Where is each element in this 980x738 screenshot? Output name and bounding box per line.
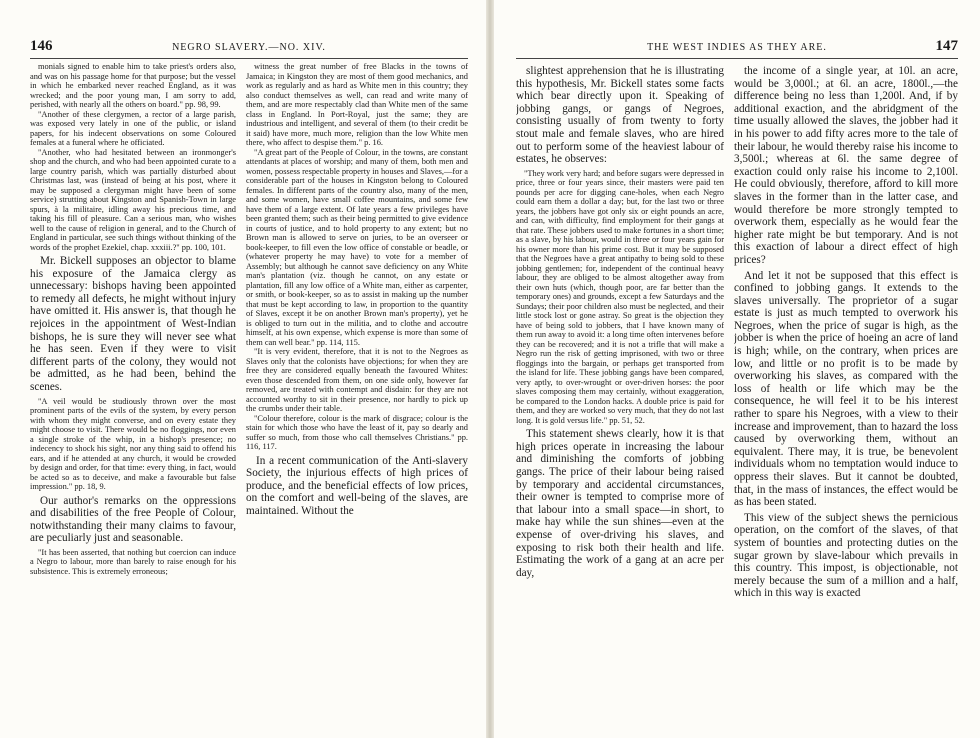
left-c1-small-c: "Another, who had hesitated between an ironmonger's shop and the church, and who had been appointed curate to a large country parish, which was partially disturbed about Christmas last, was (instead of being at his post, where it may be supposed a clergyman might have been of some service) strutting about Kingston and Spanish-Town in large spurs, à la militaire, idling away his precious time, and taking his fill of pleasure. Can a serious man, who wishes well to the cause of religion in general, and to the Church of England in particular, see such things without thinking of the words of the prophet Ezekiel, chap. xxxiii.?" pp. 100, 101.: [30, 147, 236, 252]
right-column-1: [516, 62, 724, 734]
right-running-head: THE WEST INDIES AS THEY ARE.: [647, 42, 827, 53]
left-page: [0, 0, 486, 738]
right-c2-large-c: This view of the subject shews the pernicious operation, on the comfort of the slaves, of that system of bounties and protecting duties on the sugar grown by slave-labour which prevails in this country. This impost, is objectionable, not merely because the sum of a million and a half, which in this way is exacted: [734, 511, 958, 600]
right-c1-large-a: slightest apprehension that he is illustrating this hypothesis, Mr. Bickell states some facts which bear directly upon it. Speaking of jobbing gangs, or gangs of Negroes, consisting usually of from twenty to forty stout male and female slaves, who are hired out to perform some of the heaviest labour of estates, he observes:: [516, 65, 724, 166]
left-page-number: 146: [30, 38, 53, 54]
right-c1-small-a: "They work very hard; and before sugars were depressed in price, three or four years since, their masters were paid ten pounds per acre for digging cane-holes, when each Negro could earn them a dollar a day; but, for the last two or three years, the jobbers have got only six or eight pounds an acre, and can, with difficulty, find employment for their gangs at that rate. These jobbers used to make fortunes in a short time; as a slave, by his labour, would in three or four years gain for his owner more than his prime cost. But it may be supposed that the Negroes have a great antipathy to being sold to these jobbing gentlemen; for, independent of the continual heavy labour, they are obliged to be almost altogether away from their own huts (which, though poor, are far better than the temporary ones) and grounds, except a few Saturdays and the Sundays; their poor children also must be neglected, and their little stock lost or gone astray. So great is the objection they have of being sold to jobbers, that I have known many of them run away to avoid it: a long time often intervenes before they can be recovered; and it is not a trifle that will make a Negro run the risk of getting imprisoned, with two or three floggings into the bargain, or perhaps get transported from the island for life. These jobbing gangs have been compared, very aptly, to over-wrought or over-driven horses: the poor slaves composing them may certainly, without exaggeration, be compared to the London hacks. A double price is paid for them, and they are worked so very much, that they do not last long. It is gold versus life." pp. 51, 52.: [516, 168, 724, 425]
right-header-rule: [516, 58, 958, 59]
left-c2-small-d: "Colour therefore, colour is the mark of disgrace; colour is the stain for which those who have the least of it, pay so dearly and suffer so much, from those who call themselves Christians." pp. 116, 117.: [246, 413, 468, 451]
right-page-header: [516, 38, 958, 58]
left-c2-small-b: "A great part of the People of Colour, in the towns, are constant attendants at places of worship; and many of them, both men and women, possess respectable property in houses and Slaves,—for a considerable part of the houses in Kingston belong to Coloured females. In different parts of the country also, many of the men, and some women, have small coffee mountains, and some few have them of a large extent. Of late years a few privileges have been granted them; such as their being permitted to give evidence in courts of justice, and to hold property to any extent; but no Brown man is allowed to serve on juries, to be an overseer or book-keeper, to fill even the low office of constable or beadle, or (whatever property he may have) to vote for a member of Assembly; but although he cannot save deficiency on any White man's plantation (viz. though he cannot, on any estate or plantation, fill any low office of a White man, either as carpenter, or smith, or book-keeper, so as to assist in making up the number that must be kept according to law, in proportion to the quantity of Slaves, except it be on another Brown man's property), yet he is obliged to turn out in the militia, and to clothe and accoutre himself, at his own expense, which expense is more than some of them can well bear." pp. 114, 115.: [246, 147, 468, 347]
left-c1-large-b: Our author's remarks on the oppressions and disabilities of the free People of Colour, notwithstanding their many claims to favour, are peculiarly just and seasonable.: [30, 494, 236, 545]
left-column-2: [246, 62, 468, 734]
left-c1-small-e: "It has been asserted, that nothing but coercion can induce a Negro to labour, more than barely to raise enough for his subsistence. This is extremely erroneous;: [30, 547, 236, 576]
left-column-1: [30, 62, 236, 734]
right-c2-large-a: the income of a single year, at 10l. an acre, would be 3,000l.; at 6l. an acre, 1800l.,—the difference being no less than 1,200l. And, if by additional exaction, and the abridgment of the time usually allowed the slaves, the jobber had it in his power to add fifty acres more to the tale of their labour, he would thereby raise his income to 3,500l.; whereas at 6l. the same degree of exaction could only raise his income to 2,100l. He could obviously, therefore, afford to kill more slaves in the former than in the latter case, and would therefore be more strongly tempted to overwork them, especially as he would fear the higher rate might be but temporary. And is not this exaction of labour a direct effect of high prices?: [734, 65, 958, 266]
left-c1-small-a: monials signed to enable him to take priest's orders also, and was on his passage home for that purpose; but the vessel in which he embarked never reached England, as it was wrecked; and the poor young man, I am sorry to add, perished, with nearly all the others on board." pp. 98, 99.: [30, 62, 236, 109]
right-page-number: 147: [935, 38, 958, 54]
left-c2-small-a: witness the great number of free Blacks in the towns of Jamaica; in Kingston they are most of them good mechanics, and work as regularly and as hard as White men in this country; they also conduct themselves as well, can read and write many of them, and are more respectably clad than White men of the same class in England. In Port-Royal, just the same; they are industrious and intelligent, and several of them (to their credit be it said) have more, much more, religion than the low White men there, who affect to despise them." p. 16.: [246, 62, 468, 147]
right-column-2: [734, 62, 958, 734]
left-c2-large-a: In a recent communication of the Anti-slavery Society, the injurious effects of high prices of produce, and the beneficial effects of low prices, on the comfort and well-being of the slaves, are maintained. Without the: [246, 454, 468, 517]
left-c1-large-a: Mr. Bickell supposes an objector to blame his exposure of the Jamaica clergy as unnecessary: bishops having been appointed to remedy all defects, he might without injury have omitted it. His answer is, that though he rejoices in the appointment of West-Indian bishops, he is sure they will never see what he has seen. Even if they were to visit different parts of the colony, they would not be admitted, as he had been, behind the scenes.: [30, 255, 236, 393]
left-header-rule: [30, 58, 468, 59]
left-c2-small-c: "It is very evident, therefore, that it is not to the Negroes as Slaves only that the colonists have objections; for when they are free they are considered equally beneath the favoured Whites: even those descended from them, on one side only, however far removed, are treated with contempt and disdain: for they are not accounted worthy to sit in their presence, nor hardly to pick up the crumbs under their table.: [246, 347, 468, 413]
left-page-header: [30, 38, 468, 58]
right-page: [494, 0, 980, 738]
book-gutter: [486, 0, 494, 738]
right-c2-large-b: And let it not be supposed that this effect is confined to jobbing gangs. It extends to the slaves universally. The proprietor of a sugar estate is just as much tempted to overwork his Negroes, when the price of sugar is high, as the jobber is when the price of hoeing an acre of land is high; while, on the contrary, when prices are low, and little or no profit is to be made by overworking his slaves, as compared with the loss of health or life which may be the consequence, he will feel it to be his interest rather to spare his Negroes, with a view to their increase and improvement, than to hazard the loss caused by overworking them, without an equivalent. There may, it is true, be benevolent individuals whom no temptation would induce to oppress their slaves. But it cannot be doubted, that, in the mass of instances, the effect would be as has been stated.: [734, 269, 958, 509]
left-c1-small-b: "Another of these clergymen, a rector of a large parish, was exposed very lately in one of the public, or island papers, for his indecent observations on some Coloured females at a funeral where he officiated.: [30, 109, 236, 147]
left-running-head: NEGRO SLAVERY.—NO. XIV.: [172, 42, 326, 53]
right-c1-large-b: This statement shews clearly, how it is that high prices operate in increasing the labour and diminishing the comforts of jobbing gangs. The price of their labour being raised by temporary and accidental circumstances, their owner is tempted to comprise more of that labour into a small space—in short, to make hay while the sun shines—even at the expense of over-driving his slaves, and exposing to risk both their health and life. Estimating the work of a gang at an acre per day,: [516, 428, 724, 579]
left-c1-small-d: "A veil would be studiously thrown over the most prominent parts of the evils of the system, by every person with whom they might converse, and on every estate they might choose to visit. There would be no floggings, nor even a single stroke of the whip, in a bishop's presence; no indecency to shock his sight, nor any thing said to offend his ears, and if he attended at any church, it would be crowded by design and order, for that time: every thing, in fact, would be acted so as to deceive, and make a favourable but false impression." pp. 18, 9.: [30, 396, 236, 492]
